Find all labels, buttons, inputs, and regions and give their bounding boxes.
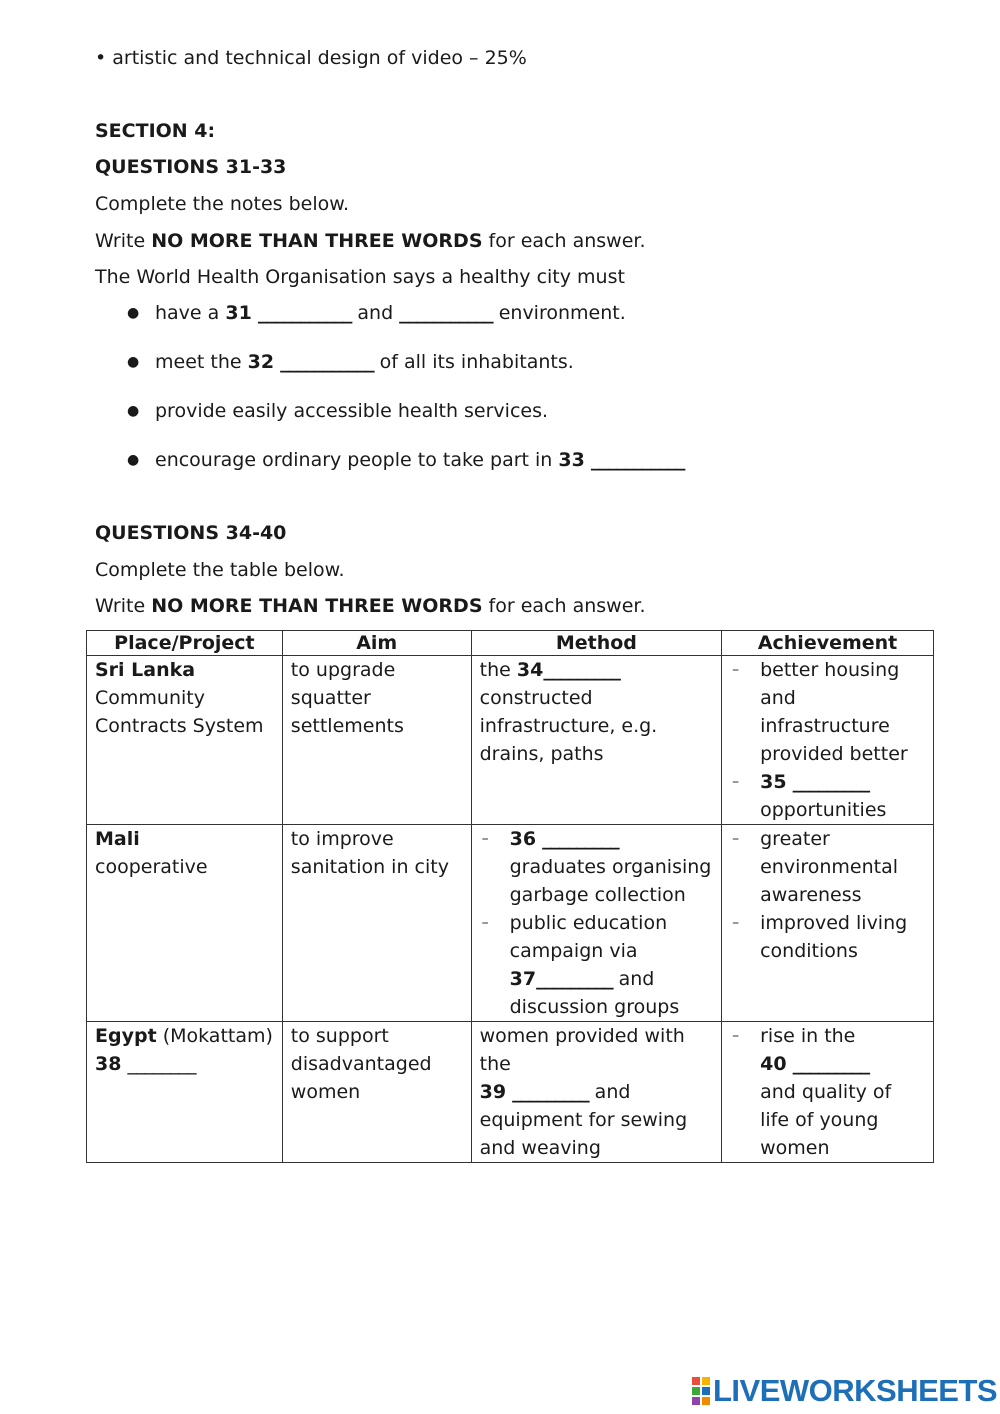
text: and equipment for sewing and weaving — [479, 1081, 688, 1159]
answer-blank-33[interactable]: ___________ — [590, 449, 685, 471]
question-number: 40 — [760, 1053, 787, 1075]
table-row — [87, 656, 934, 825]
table-header-row — [87, 631, 934, 656]
text: and — [351, 302, 400, 324]
text: public education campaign via — [509, 912, 668, 962]
header-aim: Aim — [282, 631, 471, 656]
instruction-pre: Write — [95, 230, 152, 252]
section-title: SECTION 4: — [95, 120, 216, 142]
answer-blank-32[interactable]: ___________ — [280, 351, 374, 373]
question-number: 33 — [558, 449, 585, 471]
place-cell — [87, 825, 283, 1022]
answer-blank-39[interactable]: _________ — [512, 1081, 589, 1103]
logo-mark-icon — [692, 1377, 710, 1405]
method-cell — [471, 825, 721, 1022]
table-row — [87, 825, 934, 1022]
text: constructed infrastructure, e.g. drains, paths — [479, 687, 658, 765]
text: rise in the — [760, 1025, 856, 1047]
notes-lead: The World Health Organisation says a healthy city must — [95, 266, 625, 288]
logo-square — [692, 1397, 700, 1405]
logo-square — [702, 1397, 710, 1405]
list-item: – better housing and infrastructure provided better — [730, 656, 925, 768]
place-detail: cooperative — [95, 856, 208, 878]
question-number: 36 — [509, 828, 537, 850]
bullet-icon: ● — [127, 403, 140, 419]
answer-blank-35[interactable]: _________ — [792, 771, 870, 793]
answer-blank-31b[interactable]: ___________ — [399, 302, 493, 324]
place-name: Sri Lanka — [95, 659, 196, 681]
logo-square — [692, 1387, 700, 1395]
place-detail: (Mokattam) — [162, 1025, 273, 1047]
place-cell — [87, 1022, 283, 1163]
header-method: Method — [471, 631, 721, 656]
instruction-word-limit — [95, 229, 645, 253]
place-cell — [87, 656, 283, 825]
instruction-word-limit-2 — [95, 594, 645, 618]
question-number: 32 — [247, 351, 275, 373]
question-number: 31 — [225, 302, 252, 324]
place-name: Egypt — [95, 1025, 157, 1047]
note-bullet-health: provide easily accessible health services. — [155, 400, 549, 422]
place-detail: Community Contracts System — [95, 687, 264, 737]
aim-cell: to improve sanitation in city — [282, 825, 471, 1022]
question-number: 35 — [760, 771, 787, 793]
method-cell — [471, 656, 721, 825]
answer-blank-38[interactable]: ________ — [127, 1053, 196, 1075]
instruction-bold: NO MORE THAN THREE WORDS — [151, 595, 483, 617]
answer-blank-36[interactable]: _________ — [542, 828, 619, 850]
questions-34-40-heading: QUESTIONS 34-40 — [95, 522, 287, 544]
text: and quality of life of young women — [760, 1081, 892, 1159]
place-name: Mali — [95, 828, 140, 850]
note-bullet-33 — [155, 448, 684, 472]
list-item: – improved living conditions — [730, 909, 925, 965]
bullet-icon: ● — [127, 354, 140, 370]
instruction-complete-notes: Complete the notes below. — [95, 193, 350, 215]
question-number: 37 — [509, 968, 537, 990]
aim-cell: to upgrade squatter settlements — [282, 656, 471, 825]
logo-text: LIVEWORKSHEETS — [713, 1373, 998, 1408]
answer-blank-37[interactable]: _________ — [536, 968, 613, 990]
question-number: 39 — [479, 1081, 507, 1103]
liveworksheets-logo[interactable] — [692, 1374, 997, 1408]
text: encourage ordinary people to take part in — [155, 449, 559, 471]
bullet-icon: ● — [127, 452, 140, 468]
text: and discussion groups — [509, 968, 680, 1018]
answer-blank-40[interactable]: _________ — [792, 1053, 870, 1075]
intro-line: • artistic and technical design of video – 25% — [95, 47, 527, 69]
list-item — [480, 909, 713, 1021]
text: women provided with the — [479, 1025, 685, 1075]
list-item — [730, 1022, 925, 1162]
header-achievement: Achievement — [722, 631, 934, 656]
questions-31-33-heading: QUESTIONS 31-33 — [95, 156, 287, 178]
text: have a — [155, 302, 226, 324]
bullet-icon: ● — [127, 305, 140, 321]
instruction-complete-table: Complete the table below. — [95, 559, 345, 581]
instruction-post: for each answer. — [482, 230, 646, 252]
table-row — [87, 1022, 934, 1163]
achievement-cell — [722, 1022, 934, 1163]
header-place: Place/Project — [87, 631, 283, 656]
method-cell — [471, 1022, 721, 1163]
text: the — [479, 659, 517, 681]
question-number: 38 — [95, 1053, 122, 1075]
question-number: 34 — [516, 659, 544, 681]
note-bullet-32 — [155, 350, 574, 374]
list-item — [730, 768, 925, 824]
aim-cell: to support disadvantaged women — [282, 1022, 471, 1163]
logo-square — [702, 1387, 710, 1395]
text: opportunities — [760, 799, 887, 821]
note-bullet-31 — [155, 301, 626, 325]
text: meet the — [155, 351, 248, 373]
instruction-pre: Write — [95, 595, 152, 617]
text: environment. — [492, 302, 626, 324]
list-item — [480, 825, 713, 909]
list-item: – greater environmental awareness — [730, 825, 925, 909]
instruction-bold: NO MORE THAN THREE WORDS — [151, 230, 483, 252]
instruction-post: for each answer. — [482, 595, 646, 617]
logo-square — [692, 1377, 700, 1385]
achievement-cell — [722, 656, 934, 825]
answer-blank-34[interactable]: _________ — [543, 659, 620, 681]
projects-table — [86, 630, 934, 1163]
logo-square — [702, 1377, 710, 1385]
text: of all its inhabitants. — [373, 351, 574, 373]
achievement-cell — [722, 825, 934, 1022]
answer-blank-31a[interactable]: ___________ — [257, 302, 352, 324]
text: graduates organising garbage collection — [509, 856, 712, 906]
